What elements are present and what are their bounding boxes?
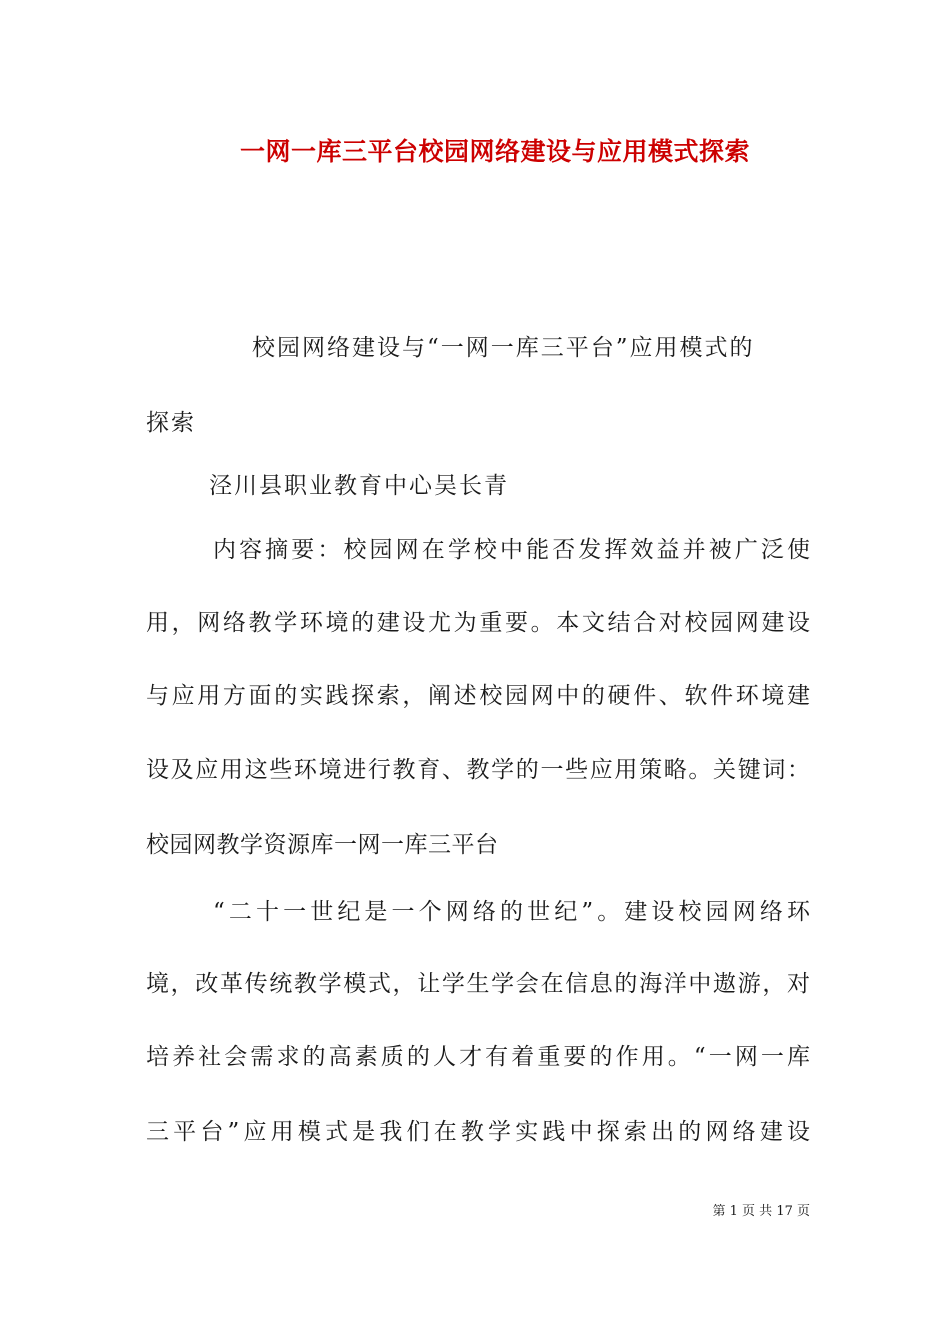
abstract-line-1: 内容摘要：校园网在学校中能否发挥效益并被广泛使	[213, 537, 810, 563]
subtitle-line-1: 校园网络建设与“一网一库三平台”应用模式的	[252, 335, 755, 361]
subtitle-line-2: 探索	[146, 410, 196, 436]
body-line-1: “二十一世纪是一个网络的世纪”。建设校园网络环	[213, 899, 810, 925]
document-title: 一网一库三平台校园网络建设与应用模式探索	[239, 137, 750, 166]
abstract-line-3: 与应用方面的实践探索，阐述校园网中的硬件、软件环境建	[146, 683, 810, 709]
body-line-2: 境，改革传统教学模式，让学生学会在信息的海洋中遨游，对	[146, 971, 810, 997]
page-footer: 第 1 页 共 17 页	[712, 1204, 810, 1219]
abstract-line-2: 用，网络教学环境的建设尤为重要。本文结合对校园网建设	[146, 610, 810, 636]
author-line: 泾川县职业教育中心吴长青	[209, 473, 509, 499]
body-line-4: 三平台”应用模式是我们在教学实践中探索出的网络建设	[146, 1119, 810, 1145]
body-line-3: 培养社会需求的高素质的人才有着重要的作用。“一网一库	[146, 1044, 810, 1070]
abstract-line-4: 设及应用这些环境进行教育、教学的一些应用策略。关键词：	[146, 757, 810, 783]
keywords-line: 校园网教学资源库一网一库三平台	[146, 832, 499, 858]
